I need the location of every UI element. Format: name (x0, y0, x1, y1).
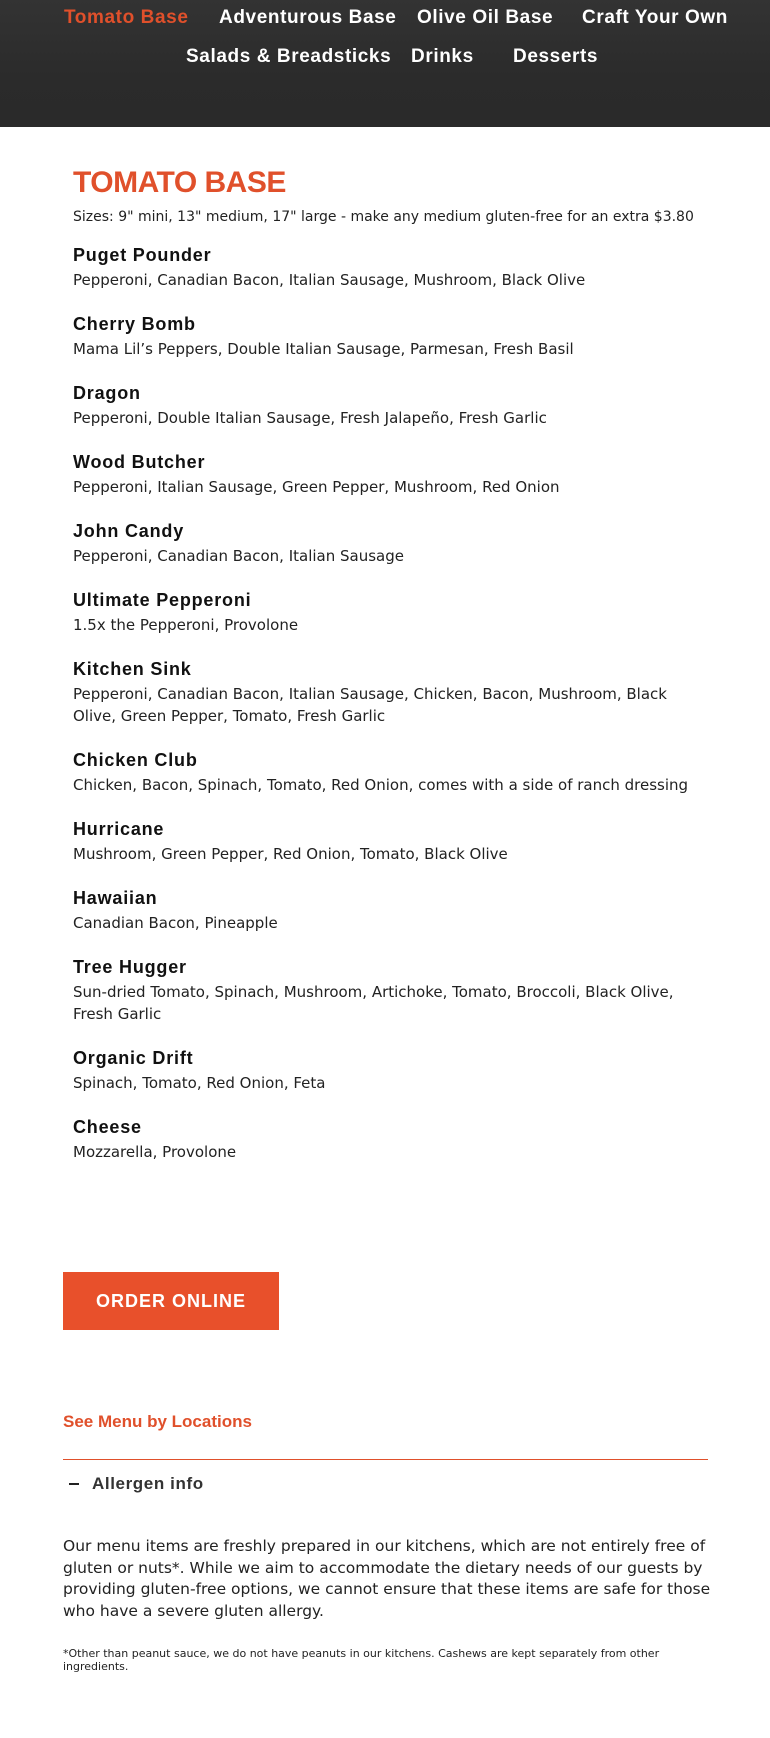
menu-list (73, 245, 713, 1163)
order-online-button[interactable]: ORDER ONLINE (63, 1272, 279, 1330)
menu-item (73, 819, 713, 865)
menu-item-name: John Candy (73, 521, 185, 541)
menu-item-name: Cheese (73, 1117, 142, 1137)
menu-item-desc: Pepperoni, Canadian Bacon, Italian Sausage, Mushroom, Black Olive (73, 271, 586, 289)
menu-item-name: Puget Pounder (73, 245, 212, 265)
menu-item-name: Tree Hugger (73, 957, 187, 977)
menu-item (73, 521, 713, 567)
menu-item-desc: Chicken, Bacon, Spinach, Tomato, Red Onion, comes with a side of ranch dressing (73, 776, 689, 794)
menu-item-name: Hurricane (73, 819, 165, 839)
menu-item-desc: 1.5x the Pepperoni, Provolone (73, 616, 299, 634)
nav-desserts[interactable]: Desserts (513, 46, 599, 67)
menu-item-name: Cherry Bomb (73, 314, 196, 334)
menu-item-name: Hawaiian (73, 888, 158, 908)
nav-drinks[interactable]: Drinks (411, 46, 474, 67)
menu-item (73, 750, 713, 796)
menu-item-name: Ultimate Pepperoni (73, 590, 252, 610)
menu-item-name: Organic Drift (73, 1048, 194, 1068)
allergen-body: Our menu items are freshly prepared in our kitchens, which are not entirely free of gluten or nuts*. While we aim to accommodate the dietary needs of our guests by providing gluten-free options, we cannot ensure that these items are safe for those who have a severe gluten allergy. (63, 1537, 711, 1620)
menu-item-desc: Spinach, Tomato, Red Onion, Feta (73, 1074, 326, 1092)
menu-item-desc: Sun-dried Tomato, Spinach, Mushroom, Artichoke, Tomato, Broccoli, Black Olive, Fresh Garlic (73, 983, 674, 1023)
menu-item-desc: Canadian Bacon, Pineapple (73, 914, 278, 932)
nav-adventurous-base[interactable]: Adventurous Base (219, 7, 397, 28)
menu-item (73, 888, 713, 934)
menu-item (73, 383, 713, 429)
menu-item (73, 957, 713, 1025)
menu-item (73, 1117, 713, 1163)
menu-item (73, 590, 713, 636)
nav-tomato-base[interactable]: Tomato Base (64, 7, 189, 28)
menu-item-desc: Mozzarella, Provolone (73, 1143, 237, 1161)
menu-item (73, 659, 713, 727)
allergen-title: Allergen info (92, 1474, 204, 1493)
allergen-footnote: *Other than peanut sauce, we do not have peanuts in our kitchens. Cashews are kept separately from other ingredients. (63, 1647, 660, 1673)
menu-item-name: Wood Butcher (73, 452, 206, 472)
divider (63, 1459, 708, 1460)
menu-item (73, 245, 713, 291)
minus-icon (69, 1483, 79, 1485)
menu-item (73, 1048, 713, 1094)
menu-item-desc: Mama Lil’s Peppers, Double Italian Sausage, Parmesan, Fresh Basil (73, 340, 574, 358)
menu-item-name: Dragon (73, 383, 141, 403)
see-menu-by-locations-link[interactable]: See Menu by Locations (63, 1412, 252, 1431)
menu-item (73, 452, 713, 498)
menu-item-desc: Pepperoni, Canadian Bacon, Italian Sausage, Chicken, Bacon, Mushroom, Black Olive, Green Pepper, Tomato, Fresh Garlic (73, 685, 667, 725)
menu-item-desc: Pepperoni, Canadian Bacon, Italian Sausage (73, 547, 404, 565)
allergen-accordion-toggle[interactable] (63, 1474, 204, 1494)
menu-item-name: Chicken Club (73, 750, 198, 770)
nav-olive-oil-base[interactable]: Olive Oil Base (417, 7, 554, 28)
menu-item-desc: Mushroom, Green Pepper, Red Onion, Tomato, Black Olive (73, 845, 508, 863)
section-title: TOMATO BASE (73, 166, 286, 199)
menu-section (73, 166, 713, 1186)
menu-item-desc: Pepperoni, Italian Sausage, Green Pepper, Mushroom, Red Onion (73, 478, 560, 496)
nav-salads-breadsticks[interactable]: Salads & Breadsticks (186, 46, 392, 67)
sizes-note: Sizes: 9" mini, 13" medium, 17" large - make any medium gluten-free for an extra $3.80 (73, 209, 694, 225)
nav-craft-your-own[interactable]: Craft Your Own (582, 7, 728, 28)
header-nav-bar (0, 0, 770, 127)
menu-item (73, 314, 713, 360)
menu-item-name: Kitchen Sink (73, 659, 192, 679)
menu-item-desc: Pepperoni, Double Italian Sausage, Fresh Jalapeño, Fresh Garlic (73, 409, 547, 427)
